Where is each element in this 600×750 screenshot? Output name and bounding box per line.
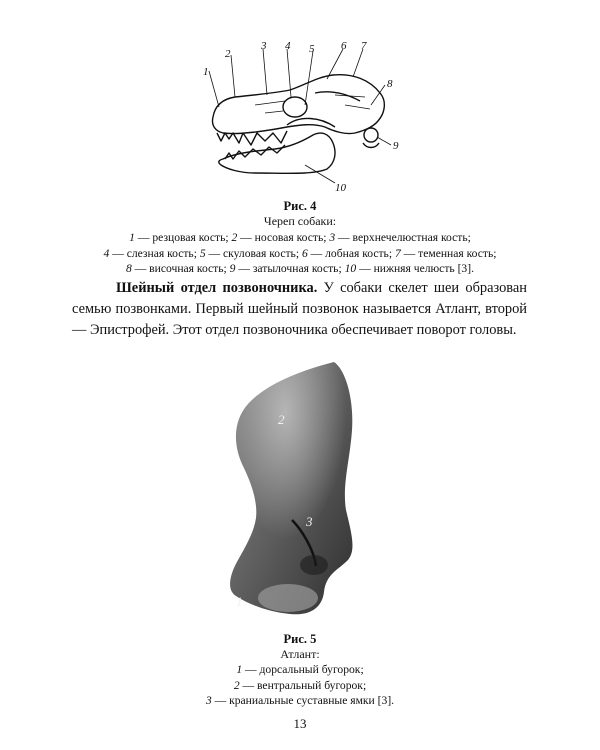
legend-text: — носовая кость; <box>237 231 330 244</box>
legend-text: — резцовая кость; <box>134 231 232 244</box>
legend-text: — лобная кость; <box>307 246 395 260</box>
atlas-vertebra-image <box>206 360 366 620</box>
paragraph-heading: Шейный отдел позвоночника. <box>116 280 318 296</box>
legend-text: — затылочная кость; <box>235 262 345 275</box>
paragraph-text: У собаки скелет шеи образован семью позвонками. Первый шейный позвонок называется Атлант, второй — Эпистрофей. Этот отдел позвоночника обеспечивает поворот головы. <box>72 280 527 338</box>
legend-line <box>0 261 600 277</box>
legend-text: — верхнечелюстная кость; <box>335 231 471 244</box>
legend-number: 1 <box>236 663 243 676</box>
legend-text: — краниальные суставные ямки [3]. <box>211 694 395 707</box>
legend-text: — дорсальный бугорок; <box>242 663 364 676</box>
atlas-label-1: 1 <box>236 594 243 609</box>
legend-text: — нижняя челюсть [3]. <box>356 262 474 275</box>
skull-label-5: 5 <box>309 43 315 55</box>
skull-label-3: 3 <box>261 40 267 52</box>
legend-line <box>0 662 600 678</box>
legend-text: — вентральный бугорок; <box>239 678 367 692</box>
legend-line <box>0 678 600 694</box>
figure-4-title: Рис. 4 <box>283 199 317 213</box>
figure-5-title: Рис. 5 <box>283 632 317 646</box>
figure-4-legend <box>0 230 600 277</box>
atlas-label-2: 2 <box>278 412 285 427</box>
figure-5-subtitle: Атлант: <box>280 647 320 661</box>
legend-text: — височная кость; <box>131 262 230 275</box>
body-paragraph <box>72 278 527 341</box>
legend-number: 9 <box>229 262 236 275</box>
legend-number: 3 <box>329 231 336 244</box>
legend-line <box>0 246 600 262</box>
skull-label-2: 2 <box>225 48 231 60</box>
skull-label-6: 6 <box>341 40 347 52</box>
legend-number: 4 <box>103 246 110 260</box>
legend-number: 7 <box>394 246 401 260</box>
page-number: 13 <box>293 716 307 731</box>
skull-label-9: 9 <box>393 140 399 152</box>
legend-number: 2 <box>231 231 238 244</box>
legend-line <box>0 693 600 709</box>
legend-text: — слезная кость; <box>109 246 200 260</box>
skull-label-7: 7 <box>361 40 367 52</box>
legend-line <box>0 230 600 246</box>
legend-number: 5 <box>199 246 206 260</box>
figure-5-legend <box>0 662 600 709</box>
dog-skull-illustration <box>195 35 410 200</box>
skull-label-1: 1 <box>203 66 209 78</box>
legend-number: 8 <box>125 262 132 275</box>
skull-label-8: 8 <box>387 78 393 90</box>
legend-number: 2 <box>233 678 240 692</box>
legend-text: — теменная кость; <box>400 246 497 260</box>
legend-text: — скуловая кость; <box>205 246 302 260</box>
skull-label-10: 10 <box>335 182 346 194</box>
legend-number: 3 <box>205 694 212 707</box>
legend-number: 1 <box>129 231 135 244</box>
legend-number: 6 <box>301 246 308 260</box>
skull-label-4: 4 <box>285 40 291 52</box>
figure-4-subtitle: Череп собаки: <box>263 214 337 228</box>
legend-number: 10 <box>344 262 357 275</box>
atlas-label-3: 3 <box>306 514 313 529</box>
